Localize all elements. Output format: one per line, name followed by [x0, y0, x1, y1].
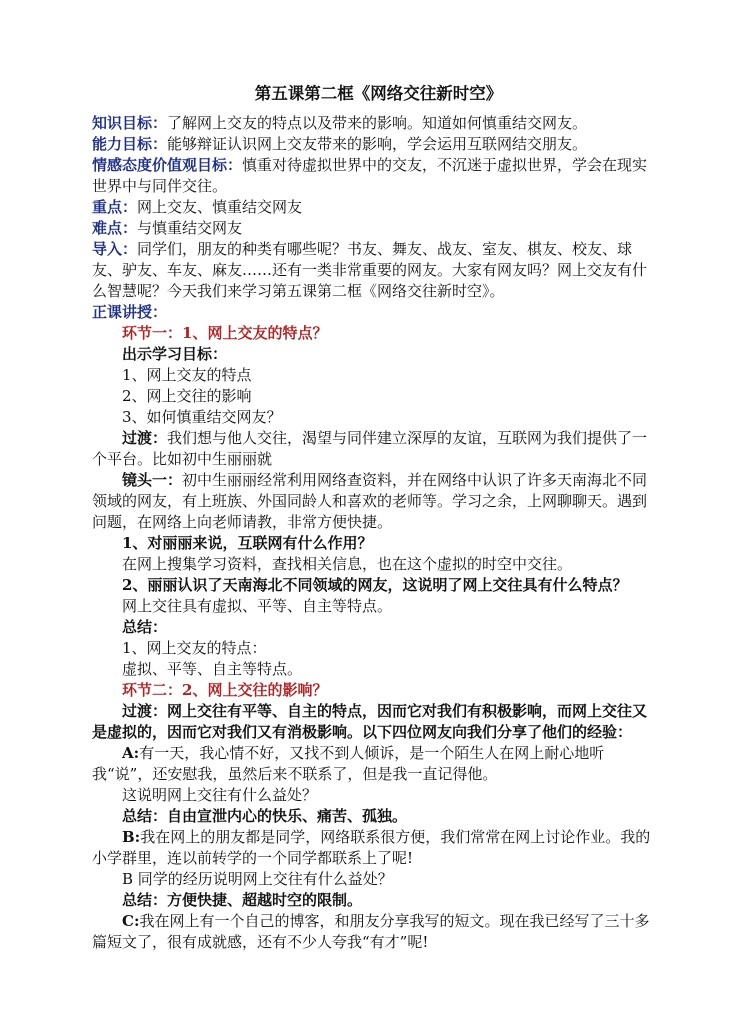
- mirror-label: 镜头一：: [122, 471, 183, 489]
- netfriend-a: [92, 743, 657, 785]
- key-point: [92, 197, 657, 218]
- answer-2: 网上交往具有虚拟、平等、自主等特点。: [122, 597, 393, 615]
- summary-label: 总结：: [122, 618, 168, 636]
- netfriend-b: [92, 827, 657, 869]
- question-2: 2、丽丽认识了天南海北不同领域的网友，这说明了网上交往具有什么特点？: [122, 576, 628, 594]
- intro-paragraph: [92, 239, 657, 302]
- emotion-goal: [92, 155, 657, 197]
- intro-text: 同学们，朋友的种类有哪些呢？书友、舞友、战友、室友、棋友、校友、球友、驴友、车友、麻友……还有一类非常重要的网友。大家有网友吗？网上交友有什么智慧呢？今天我们来学习第五课第二框《网络交往新时空》。: [92, 240, 648, 300]
- mirror-paragraph: [92, 470, 657, 533]
- netfriend-a-label: A:: [122, 744, 140, 762]
- goals-title: 出示学习目标：: [122, 345, 228, 363]
- difficult-point-label: 难点：: [92, 219, 138, 237]
- ability-goal-label: 能力目标：: [92, 135, 168, 153]
- summary-item: 1、网上交友的特点：: [122, 639, 267, 657]
- netfriend-b-question: B 同学的经历说明网上交往有什么益处？: [122, 870, 393, 888]
- emotion-goal-label: 情感态度价值观目标：: [92, 156, 243, 174]
- transition-text: 我们想与他人交往，渴望与同伴建立深厚的友谊，互联网为我们提供了一个平台。比如初中生丽丽就: [92, 429, 648, 468]
- knowledge-goal-label: 知识目标：: [92, 114, 168, 132]
- netfriend-a-summary: [92, 806, 657, 827]
- lecture-label: 正课讲授：: [92, 303, 168, 321]
- section1-transition: [92, 428, 657, 470]
- key-point-text: 网上交友、慎重结交网友: [137, 198, 303, 216]
- transition-text: 网上交往有平等、自主的特点，因而它对我们有积极影响，而网上交往又是虚拟的，因而它对我们又有消极影响。以下四位网友向我们分享了他们的经验：: [92, 702, 648, 741]
- summary-text: 自由宣泄内心的快乐、痛苦、孤独。: [167, 807, 408, 825]
- netfriend-a-text: 有一天，我心情不好，又找不到人倾诉，是一个陌生人在网上耐心地听我“说”，还安慰我，虽然后来不联系了，但是我一直记得他。: [92, 744, 605, 783]
- mirror-text: 初中生丽丽经常利用网络查资料，并在网络中认识了许多天南海北不同领域的网友，有上班族、外国同龄人和喜欢的老师等。学习之余，上网聊聊天。遇到问题，在网络上向老师请教，非常方便快捷。: [92, 471, 648, 531]
- netfriend-b-summary: [92, 890, 657, 911]
- summary-label: 总结：: [122, 807, 168, 825]
- difficult-point: [92, 218, 657, 239]
- summary-text: 方便快捷、超越时空的限制。: [167, 891, 363, 909]
- goal-item: 3、如何慎重结交网友？: [122, 408, 282, 426]
- netfriend-c-text: 我在网上有一个自己的博客，和朋友分享我写的短文。现在我已经写了三十多篇短文了，很有成就感，还有不少人夸我“有才”呢!: [92, 912, 650, 951]
- ability-goal: [92, 134, 657, 155]
- summary-text: 虚拟、平等、自主等特点。: [122, 660, 303, 678]
- intro-label: 导入：: [92, 240, 138, 258]
- netfriend-c-label: C:: [122, 912, 140, 930]
- netfriend-b-label: B:: [122, 828, 141, 846]
- ability-goal-text: 能够辩证认识网上交友带来的影响，学会运用互联网结交朋友。: [167, 135, 588, 153]
- page-title: 第五课第二框《网络交往新时空》: [254, 84, 503, 103]
- summary-label: 总结：: [122, 891, 168, 909]
- netfriend-a-question: 这说明网上交往有什么益处？: [122, 786, 318, 804]
- section2-transition: [92, 701, 657, 743]
- answer-1: 在网上搜集学习资料，查找相关信息，也在这个虚拟的时空中交往。: [122, 555, 573, 573]
- goal-item: 2、网上交往的影响: [122, 387, 252, 405]
- netfriend-c: [92, 911, 657, 953]
- transition-label: 过渡：: [122, 429, 168, 447]
- goal-item: 1、网上交友的特点: [122, 366, 252, 384]
- knowledge-goal-text: 了解网上交友的特点以及带来的影响。知道如何慎重结交网友。: [167, 114, 588, 132]
- emotion-goal-text: 慎重对待虚拟世界中的交友，不沉迷于虚拟世界，学会在现实世界中与同伴交往。: [92, 156, 648, 195]
- section1-heading: 环节一：1、网上交友的特点？: [122, 324, 328, 342]
- transition-label: 过渡：: [122, 702, 168, 720]
- netfriend-b-text: 我在网上的朋友都是同学，网络联系很方便，我们常常在网上讨论作业。我的小学群里，连以前转学的一个同学都联系上了呢!: [92, 828, 651, 867]
- difficult-point-text: 与慎重结交网友: [137, 219, 243, 237]
- key-point-label: 重点：: [92, 198, 138, 216]
- knowledge-goal: [92, 113, 657, 134]
- section2-heading: 环节二：2、网上交往的影响？: [122, 681, 328, 699]
- question-1: 1、对丽丽来说，互联网有什么作用？: [122, 534, 373, 552]
